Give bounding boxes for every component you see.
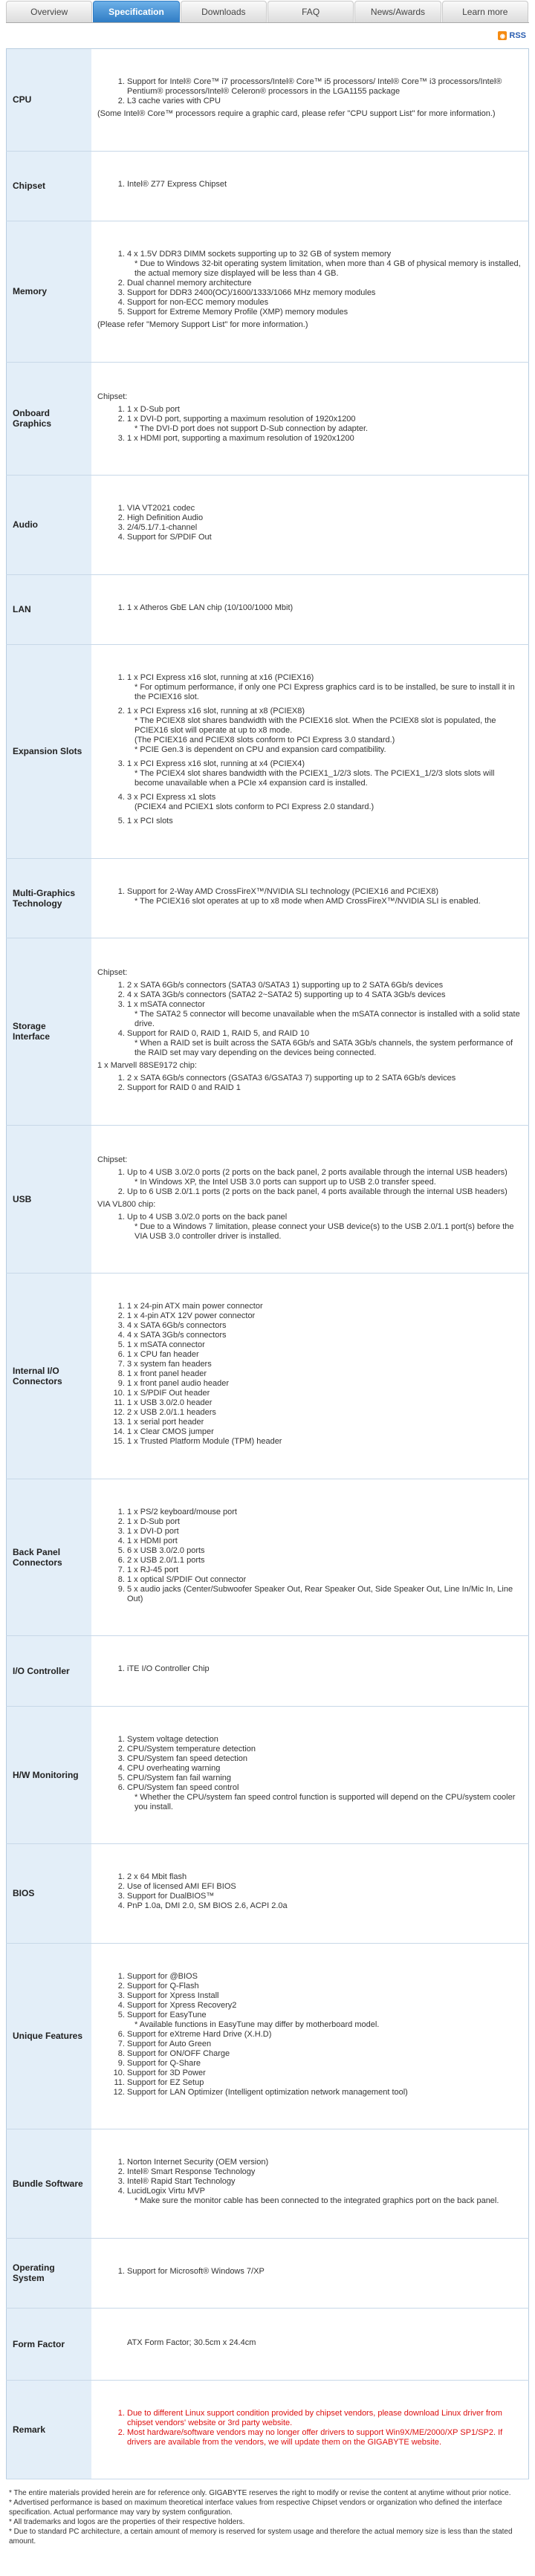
tab-downloads[interactable]: Downloads [181, 1, 267, 22]
spec-value [91, 858, 529, 938]
spec-item [127, 298, 521, 308]
spec-item [127, 77, 521, 97]
spec-value [91, 645, 529, 859]
spec-item-text: 2. Intel® Smart Response Technology [127, 2167, 256, 2177]
spec-label: Remark [7, 2380, 92, 2479]
spec-item-text: 3. Support for DDR3 2400(OC)/1600/1333/1066 MHz memory modules [127, 288, 376, 298]
spec-note: (The PCIEX16 and PCIEX8 slots conform to PCI Express 3.0 standard.) [134, 736, 395, 745]
tab-overview[interactable]: Overview [6, 1, 92, 22]
spec-row-usb [7, 1125, 529, 1274]
tab-learn-more[interactable]: Learn more [442, 1, 528, 22]
spec-item-text: 2. High Definition Audio [127, 513, 204, 523]
spec-item-text: 5. Support for Extreme Memory Profile (XMP) memory modules [127, 308, 348, 317]
spec-item [127, 1745, 521, 1754]
spec-row-i-o-controller [7, 1636, 529, 1707]
spec-item-text: 2. L3 cache varies with CPU [127, 97, 221, 106]
spec-item-text: 5. 6 x USB 3.0/2.0 ports [127, 1545, 205, 1555]
spec-item [127, 1991, 521, 2001]
spec-list [97, 1074, 521, 1093]
spec-item-text: 2. Support for RAID 0 and RAID 1 [127, 1083, 241, 1093]
spec-item-text: 8. 1 x front panel header [127, 1369, 207, 1379]
spec-list [97, 2409, 521, 2447]
spec-item [127, 1398, 521, 1408]
rss-bar [6, 23, 529, 48]
spec-item-text: 1. Up to 4 USB 3.0/2.0 ports on the back panel [127, 1212, 288, 1222]
spec-item-text: 2. Up to 6 USB 2.0/1.1 ports (2 ports on the back panel, 4 ports available through the internal USB headers) [127, 1187, 508, 1196]
spec-value [91, 2129, 529, 2239]
spec-row-internal-i-o-connectors [7, 1274, 529, 1479]
spec-value [91, 362, 529, 476]
spec-value [91, 1636, 529, 1707]
spec-item-text: 4. 1 x HDMI port [127, 1536, 178, 1545]
spec-item-text: 6. Support for eXtreme Hard Drive (X.H.D) [127, 2029, 272, 2039]
spec-item [127, 1754, 521, 1764]
spec-item-text: 3. 1 x DVI-D port [127, 1526, 179, 1536]
spec-label: Operating System [7, 2238, 92, 2309]
spec-item [127, 2049, 521, 2059]
spec-item [127, 1000, 521, 1029]
spec-list [97, 77, 521, 106]
spec-label: I/O Controller [7, 1636, 92, 1707]
spec-row-remark [7, 2380, 529, 2479]
spec-item-text: 3. 4 x SATA 6Gb/s connectors [127, 1321, 227, 1331]
tab-news-awards[interactable]: News/Awards [354, 1, 441, 22]
spec-item-text: 1. 2 x SATA 6Gb/s connectors (GSATA3 6/GSATA3 7) supporting up to 2 SATA 6Gb/s devices [127, 1074, 456, 1083]
spec-value [91, 476, 529, 575]
spec-label: Multi-Graphics Technology [7, 858, 92, 938]
spec-item-text: 3. Support for DualBIOS™ [127, 1892, 215, 1901]
spec-note: * The PCIEX16 slot operates at up to x8 mode when AMD CrossFireX™/NVIDIA SLI is enabled. [134, 896, 481, 906]
tab-specification[interactable]: Specification [93, 1, 179, 22]
spec-value [91, 1943, 529, 2129]
spec-item [127, 793, 521, 812]
spec-item [127, 1882, 521, 1892]
spec-row-memory [7, 221, 529, 363]
spec-list [97, 2158, 521, 2206]
spec-item-text: 8. 1 x optical S/PDIF Out connector [127, 1574, 247, 1584]
rss-link[interactable] [498, 31, 526, 40]
spec-label: Chipset [7, 151, 92, 221]
spec-list [97, 1213, 521, 1242]
spec-item-text: 1. 1 x Atheros GbE LAN chip (10/100/1000 Mbit) [127, 603, 294, 612]
spec-item [127, 1379, 521, 1389]
spec-item-text: 1. Intel® Z77 Express Chipset [127, 179, 227, 189]
spec-item [127, 1331, 521, 1340]
spec-item-text: 1. 2 x SATA 6Gb/s connectors (SATA3 0/SATA3 1) supporting up to 2 SATA 6Gb/s devices [127, 981, 444, 990]
spec-item-text: 5. 1 x PCI slots [127, 817, 173, 826]
spec-item [127, 1437, 521, 1447]
spec-item-text: 1. 1 x D-Sub port [127, 404, 180, 414]
spec-subheading: Chipset: [97, 392, 128, 401]
spec-item [127, 504, 521, 513]
spec-item-text: 13. 1 x serial port header [127, 1418, 204, 1427]
spec-value [91, 1706, 529, 1844]
spec-item [127, 1872, 521, 1882]
spec-item [127, 1901, 521, 1911]
spec-note: * Whether the CPU/system fan speed control function is supported will depend on the CPU/system cooler you install. [134, 1792, 516, 1811]
spec-item [127, 1735, 521, 1745]
spec-row-storage-interface [7, 938, 529, 1126]
spec-label: Internal I/O Connectors [7, 1274, 92, 1479]
spec-item-text: 6. CPU/System fan speed control [127, 1782, 239, 1792]
footnotes [6, 2479, 529, 2546]
footnote: * Due to standard PC architecture, a certain amount of memory is reserved for system usage and therefore the actual memory size is less than the stated amount. [9, 2528, 513, 2546]
spec-item-text: 14. 1 x Clear CMOS jumper [127, 1427, 214, 1437]
spec-item-text: 1. Support for Microsoft® Windows 7/XP [127, 2266, 265, 2276]
spec-row-form-factor [7, 2309, 529, 2381]
spec-item [127, 180, 521, 189]
spec-list [97, 1168, 521, 1197]
spec-item [127, 2059, 521, 2069]
spec-note: * Due to Windows 32-bit operating system limitation, when more than 4 GB of physical memory is installed, the actual memory size displayed will be less than 4 GB. [134, 259, 521, 279]
spec-item-text: 7. Support for Auto Green [127, 2039, 212, 2048]
spec-note: (PCIEX4 and PCIEX1 slots conform to PCI Express 2.0 standard.) [134, 802, 374, 812]
spec-item-text: 2. Most hardware/software vendors may no longer offer drivers to support Win9X/ME/2000/XP SP1/SP2. If drivers are available from the vendors, we will update them on the GIGABYTE website. [127, 2427, 503, 2447]
spec-item-text: 4. Support for S/PDIF Out [127, 533, 212, 542]
spec-label: H/W Monitoring [7, 1706, 92, 1844]
spec-item-text: 9. Support for Q-Share [127, 2058, 201, 2068]
spec-item-text: 10. Support for 3D Power [127, 2068, 206, 2077]
spec-list [97, 673, 521, 826]
spec-item-text: 7. 3 x system fan headers [127, 1360, 212, 1369]
spec-item-text: 3. Intel® Rapid Start Technology [127, 2177, 236, 2187]
spec-note: * PCIE Gen.3 is dependent on CPU and expansion card compatibility. [134, 745, 386, 755]
footnote: * All trademarks and logos are the properties of their respective holders. [9, 2518, 245, 2526]
spec-item [127, 1566, 521, 1575]
spec-row-operating-system [7, 2238, 529, 2309]
spec-item [127, 1546, 521, 1556]
spec-label: Storage Interface [7, 938, 92, 1126]
spec-row-audio [7, 476, 529, 575]
spec-item-text: 6. 2 x USB 2.0/1.1 ports [127, 1555, 205, 1565]
spec-item [127, 1418, 521, 1427]
spec-label: BIOS [7, 1844, 92, 1944]
spec-item-text: 2. 1 x 4-pin ATX 12V power connector [127, 1311, 256, 1321]
spec-subheading: (Please refer "Memory Support List" for more information.) [97, 320, 308, 330]
spec-item-text: 5. 1 x mSATA connector [127, 1340, 205, 1350]
spec-item [127, 2409, 521, 2428]
spec-item [127, 1311, 521, 1321]
spec-item-text: 4. 4 x SATA 3Gb/s connectors [127, 1331, 227, 1340]
spec-list [97, 180, 521, 189]
spec-item-text: 2. 1 x DVI-D port, supporting a maximum resolution of 1920x1200 [127, 414, 356, 424]
spec-value [91, 1274, 529, 1479]
spec-item [127, 2158, 521, 2167]
spec-item-text: 4. PnP 1.0a, DMI 2.0, SM BIOS 2.6, ACPI 2.0a [127, 1901, 288, 1911]
spec-item-text: 4. 3 x PCI Express x1 slots [127, 793, 216, 802]
spec-note: * In Windows XP, the Intel USB 3.0 ports can support up to USB 2.0 transfer speed. [134, 1177, 436, 1187]
spec-item [127, 1302, 521, 1311]
spec-item-text: 11. 1 x USB 3.0/2.0 header [127, 1398, 213, 1408]
spec-value [91, 938, 529, 1126]
spec-item [127, 1168, 521, 1187]
spec-row-h-w-monitoring [7, 1706, 529, 1844]
spec-item-text: 2. 1 x D-Sub port [127, 1516, 180, 1526]
spec-subheading: 1 x Marvell 88SE9172 chip: [97, 1061, 197, 1071]
spec-subheading: VIA VL800 chip: [97, 1199, 156, 1209]
spec-item-text: 6. 1 x CPU fan header [127, 1350, 199, 1360]
spec-item [127, 97, 521, 106]
spec-item-text: 1. 2 x 64 Mbit flash [127, 1872, 187, 1882]
spec-item-text: 4. Support for Xpress Recovery2 [127, 2000, 237, 2010]
spec-value [91, 574, 529, 645]
spec-label: Memory [7, 221, 92, 363]
spec-list [97, 1735, 521, 1812]
spec-note: * The SATA2 5 connector will become unavailable when the mSATA connector is installed with a solid state drive. [134, 1010, 520, 1029]
spec-item-text: 1. 1 x PCI Express x16 slot, running at x16 (PCIEX16) [127, 673, 314, 683]
spec-row-expansion-slots [7, 645, 529, 859]
spec-item [127, 1340, 521, 1350]
spec-value [91, 2238, 529, 2309]
spec-item-text: 3. 2/4/5.1/7.1-channel [127, 523, 198, 533]
spec-item-text: 1. Support for Intel® Core™ i7 processors/Intel® Core™ i5 processors/ Intel® Core™ i3 processors/Intel® Pentium® processors/Intel® Celeron® processors in the LGA1155 package [127, 77, 502, 97]
spec-subheading: (Some Intel® Core™ processors require a graphic card, please refer "CPU support List" for more information.) [97, 109, 496, 119]
spec-item-text: 12. 2 x USB 2.0/1.1 headers [127, 1408, 216, 1418]
spec-item [127, 1972, 521, 1982]
spec-row-lan [7, 574, 529, 645]
footnote: * Advertised performance is based on maximum theoretical interface values from respective Chipset vendors or organization who defined the interface specification. Actual performance may vary by system configuration. [9, 2499, 502, 2517]
spec-label: LAN [7, 574, 92, 645]
spec-value [91, 1844, 529, 1944]
spec-list [97, 1972, 521, 2098]
spec-value [91, 2309, 529, 2381]
spec-item [127, 523, 521, 533]
spec-item-text: 15. 1 x Trusted Platform Module (TPM) header [127, 1437, 282, 1447]
spec-item [127, 1764, 521, 1774]
spec-item [127, 1892, 521, 1901]
spec-item [127, 1360, 521, 1369]
spec-item [127, 2428, 521, 2447]
spec-item-text: 3. 1 x PCI Express x16 slot, running at x4 (PCIEX4) [127, 759, 305, 769]
spec-item-text: 2. Use of licensed AMI EFI BIOS [127, 1882, 236, 1892]
spec-item [127, 1575, 521, 1585]
spec-item [127, 1427, 521, 1437]
spec-item [127, 1517, 521, 1527]
spec-row-onboard-graphics [7, 362, 529, 476]
spec-note: * Available functions in EasyTune may differ by motherboard model. [134, 2019, 380, 2029]
spec-item-text: 3. 1 x HDMI port, supporting a maximum resolution of 1920x1200 [127, 433, 354, 443]
spec-item [127, 288, 521, 298]
spec-item [127, 513, 521, 523]
spec-item-text: 3. CPU/System fan speed detection [127, 1753, 248, 1763]
spec-row-bundle-software [7, 2129, 529, 2239]
spec-note: * The PCIEX4 slot shares bandwidth with the PCIEX1_1/2/3 slots. The PCIEX1_1/2/3 slots slots will become unavailable when a PCIe x4 expansion card is installed. [134, 769, 495, 788]
spec-item [127, 2167, 521, 2177]
spec-item [127, 2267, 521, 2277]
spec-item-text: 8. Support for ON/OFF Charge [127, 2048, 230, 2058]
spec-list [97, 981, 521, 1058]
spec-item-text: 1. Support for 2-Way AMD CrossFireX™/NVIDIA SLI technology (PCIEX16 and PCIEX8) [127, 886, 438, 896]
spec-item-text: 2. 4 x SATA 3Gb/s connectors (SATA2 2~SATA2 5) supporting up to 4 SATA 3Gb/s devices [127, 990, 446, 1000]
spec-item [127, 2040, 521, 2049]
spec-item [127, 533, 521, 542]
spec-note: * Make sure the monitor cable has been connected to the integrated graphics port on the back panel. [134, 2196, 499, 2206]
spec-item-text: 9. 5 x audio jacks (Center/Subwoofer Speaker Out, Rear Speaker Out, Side Speaker Out, Line In/Mic In, Line Out) [127, 1584, 513, 1603]
spec-item-text: 5. Support for EasyTune [127, 2010, 207, 2019]
spec-label: USB [7, 1125, 92, 1274]
spec-item-text: 7. 1 x RJ-45 port [127, 1565, 179, 1574]
spec-item-text: 12. Support for LAN Optimizer (Intelligent optimization network management tool) [127, 2087, 408, 2097]
spec-item-text: 2. CPU/System temperature detection [127, 1744, 256, 1753]
spec-item [127, 673, 521, 702]
spec-item-text: 4. CPU overheating warning [127, 1763, 221, 1773]
spec-item [127, 887, 521, 906]
spec-item [127, 1783, 521, 1812]
spec-item [127, 2001, 521, 2011]
spec-item-text: 9. 1 x front panel audio header [127, 1379, 229, 1389]
rss-icon: ◉ [498, 31, 507, 40]
spec-table [6, 48, 529, 2479]
spec-item [127, 1350, 521, 1360]
spec-item [127, 1083, 521, 1093]
spec-item [127, 1074, 521, 1083]
spec-note: * The PCIEX8 slot shares bandwidth with the PCIEX16 slot. When the PCIEX8 slot is populated, the PCIEX16 slot will operate at up to x8 mode. [134, 716, 496, 736]
spec-subheading: Chipset: [97, 968, 128, 978]
spec-item-text: 11. Support for EZ Setup [127, 2077, 204, 2087]
spec-item [127, 707, 521, 755]
spec-item [127, 308, 521, 317]
spec-list [97, 1508, 521, 1604]
spec-item-text: 1. 1 x PS/2 keyboard/mouse port [127, 1507, 237, 1516]
spec-item [127, 2088, 521, 2098]
spec-item-text: 4. Support for non-ECC memory modules [127, 298, 269, 308]
spec-item [127, 603, 521, 613]
spec-row-unique-features [7, 1943, 529, 2129]
spec-item [127, 1029, 521, 1058]
spec-subheading: ATX Form Factor; 30.5cm x 24.4cm [127, 2338, 256, 2348]
spec-item-text: 1. Support for @BIOS [127, 1971, 198, 1981]
spec-note: * The DVI-D port does not support D-Sub connection by adapter. [134, 424, 369, 433]
spec-item [127, 279, 521, 288]
spec-list [97, 250, 521, 317]
spec-list [97, 2267, 521, 2277]
spec-note: * Due to a Windows 7 limitation, please connect your USB device(s) to the USB 2.0/1.1 port(s) before the VIA USB 3.0 controller driver is installed. [134, 1222, 514, 1241]
spec-item-text: 5. CPU/System fan fail warning [127, 1773, 231, 1782]
spec-item-text: 10. 1 x S/PDIF Out header [127, 1389, 210, 1398]
spec-item-text: 4. LucidLogix Virtu MVP [127, 2187, 205, 2196]
spec-item [127, 405, 521, 415]
spec-item-text: 1. Due to different Linux support condition provided by chipset vendors, please download Linux driver from chipset vendors' website or 3rd party website. [127, 2408, 502, 2427]
spec-item [127, 1321, 521, 1331]
spec-label: Audio [7, 476, 92, 575]
spec-item [127, 990, 521, 1000]
spec-item [127, 1527, 521, 1537]
spec-item [127, 434, 521, 444]
spec-item-text: 1. iTE I/O Controller Chip [127, 1664, 210, 1674]
spec-value [91, 151, 529, 221]
spec-list [97, 1872, 521, 1911]
spec-label: Unique Features [7, 1943, 92, 2129]
tab-bar [6, 0, 529, 23]
spec-item [127, 1389, 521, 1398]
spec-item [127, 1408, 521, 1418]
spec-list [97, 1302, 521, 1447]
rss-label: RSS [509, 31, 526, 40]
spec-item-text: 3. 1 x mSATA connector [127, 1000, 205, 1010]
spec-list [97, 504, 521, 542]
spec-value [91, 2380, 529, 2479]
spec-item-text: 2. 1 x PCI Express x16 slot, running at x8 (PCIEX8) [127, 707, 305, 716]
spec-item-text: 1. 4 x 1.5V DDR3 DIMM sockets supporting up to 32 GB of system memory [127, 250, 392, 259]
spec-item [127, 2030, 521, 2040]
spec-item [127, 1556, 521, 1566]
spec-label: Expansion Slots [7, 645, 92, 859]
spec-value [91, 1125, 529, 1274]
spec-label: CPU [7, 49, 92, 152]
spec-item [127, 250, 521, 279]
spec-item-text: 1. 1 x 24-pin ATX main power connector [127, 1302, 263, 1311]
spec-item [127, 1369, 521, 1379]
spec-list [97, 1664, 521, 1674]
spec-item [127, 1508, 521, 1517]
footnote: * The entire materials provided herein are for reference only. GIGABYTE reserves the right to modify or revise the content at anytime without prior notice. [9, 2489, 511, 2497]
spec-item [127, 1982, 521, 1991]
spec-label: Form Factor [7, 2309, 92, 2381]
spec-list [97, 405, 521, 444]
spec-item-text: 1. Norton Internet Security (OEM version) [127, 2158, 269, 2167]
spec-value [91, 221, 529, 363]
spec-item-text: 2. Dual channel memory architecture [127, 279, 252, 288]
spec-row-back-panel-connectors [7, 1479, 529, 1636]
spec-item-text: 1. VIA VT2021 codec [127, 504, 195, 513]
spec-subheading: Chipset: [97, 1155, 128, 1164]
spec-value [91, 1479, 529, 1636]
spec-item [127, 2187, 521, 2206]
spec-label: Onboard Graphics [7, 362, 92, 476]
spec-item [127, 1187, 521, 1197]
spec-item-text: 1. Up to 4 USB 3.0/2.0 ports (2 ports on the back panel, 2 ports available through the internal USB headers) [127, 1167, 508, 1177]
spec-item [127, 981, 521, 990]
spec-row-cpu [7, 49, 529, 152]
spec-row-chipset [7, 151, 529, 221]
spec-note: * For optimum performance, if only one PCI Express graphics card is to be installed, be sure to install it in the PCIEX16 slot. [134, 683, 515, 702]
spec-item [127, 2069, 521, 2078]
spec-item [127, 2011, 521, 2030]
spec-list [97, 887, 521, 906]
spec-item [127, 1537, 521, 1546]
spec-item [127, 2078, 521, 2088]
spec-item [127, 1664, 521, 1674]
spec-label: Bundle Software [7, 2129, 92, 2239]
spec-label: Back Panel Connectors [7, 1479, 92, 1636]
tab-faq[interactable]: FAQ [268, 1, 354, 22]
spec-row-multi-graphics-technology [7, 858, 529, 938]
spec-item-text: 2. Support for Q-Flash [127, 1981, 199, 1991]
spec-row-bios [7, 1844, 529, 1944]
spec-item-text: 4. Support for RAID 0, RAID 1, RAID 5, and RAID 10 [127, 1029, 310, 1039]
spec-item [127, 759, 521, 788]
spec-item [127, 1585, 521, 1604]
spec-item [127, 1774, 521, 1783]
spec-item [127, 2177, 521, 2187]
spec-item-text: 1. System voltage detection [127, 1734, 218, 1744]
spec-value [91, 49, 529, 152]
spec-item-text: 3. Support for Xpress Install [127, 1991, 219, 2000]
spec-item [127, 1213, 521, 1242]
spec-page [6, 0, 529, 2546]
spec-item [127, 817, 521, 826]
spec-list [97, 603, 521, 613]
spec-note: * When a RAID set is built across the SATA 6Gb/s and SATA 3Gb/s channels, the system performance of the RAID set may vary depending on the devices being connected. [134, 1039, 513, 1058]
spec-item [127, 415, 521, 434]
